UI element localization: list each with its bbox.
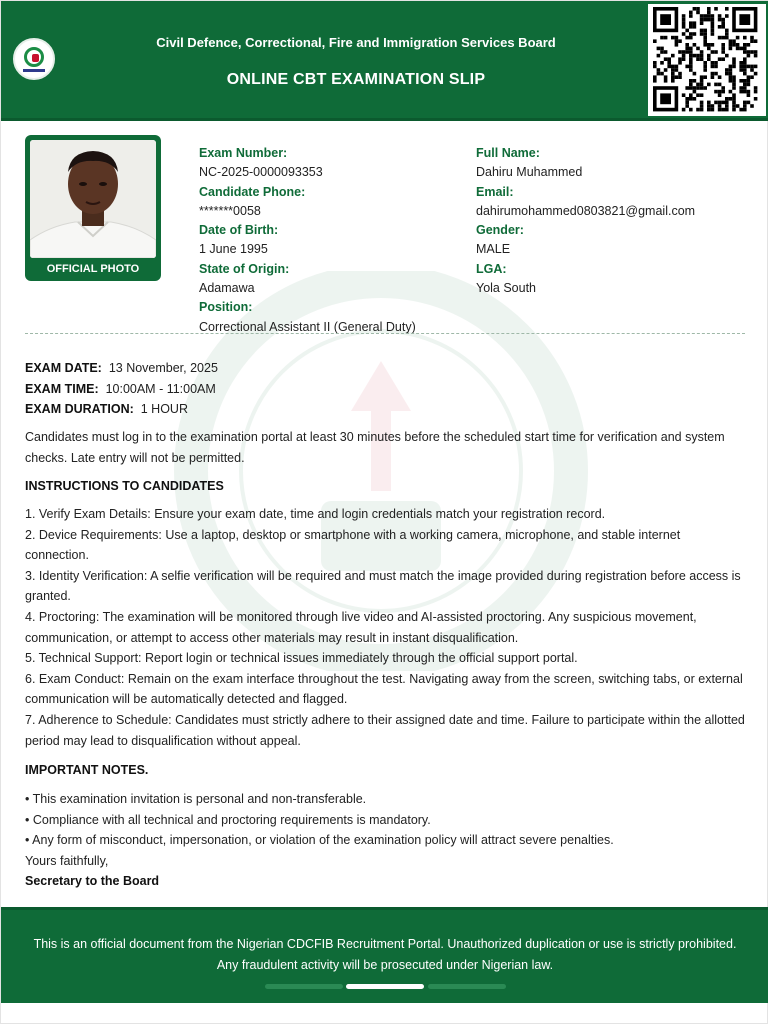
- lga-value: Yola South: [476, 281, 537, 296]
- instructions-heading: INSTRUCTIONS TO CANDIDATES: [25, 479, 224, 493]
- note-item: • This examination invitation is personal and non-transferable.: [25, 792, 367, 806]
- candidate-details-left: [199, 144, 469, 337]
- position-value: Correctional Assistant II (General Duty): [199, 319, 416, 334]
- notes-heading: IMPORTANT NOTES.: [25, 763, 149, 777]
- candidate-details-right: [476, 144, 766, 298]
- slip-title: ONLINE CBT EXAMINATION SLIP: [226, 71, 486, 88]
- full-name-label: Full Name:: [476, 146, 540, 160]
- gender-value: MALE: [476, 242, 511, 257]
- notes-list: [25, 789, 747, 892]
- instruction-item: 5. Technical Support: Report login or technical issues immediately through the official support portal.: [25, 651, 578, 666]
- exam-date-value: 13 November, 2025: [108, 361, 218, 375]
- instruction-item: 7. Adherence to Schedule: Candidates must strictly adhere to their assigned date and time. Failure to participate within the allotted period may lead to disqualification without appeal.: [25, 712, 745, 748]
- note-item: • Compliance with all technical and proctoring requirements is mandatory.: [25, 812, 431, 827]
- cdcfib-crest-icon: [13, 38, 55, 80]
- lga-label: LGA:: [476, 261, 507, 276]
- exam-duration-label: EXAM DURATION:: [25, 402, 134, 416]
- exam-date-label: EXAM DATE:: [25, 361, 102, 375]
- footer-banner: [1, 907, 768, 1003]
- page-indicator-bar: [428, 984, 506, 989]
- phone-value: *******0058: [199, 203, 261, 218]
- dob-label: Date of Birth:: [199, 223, 279, 238]
- email-label: Email:: [476, 184, 514, 199]
- exam-time-value: 10:00AM - 11:00AM: [105, 381, 216, 396]
- note-item: • Any form of misconduct, impersonation, or violation of the examination policy will attract severe penalties.: [25, 833, 614, 848]
- exam-number-label: Exam Number:: [199, 146, 288, 160]
- login-notice: Candidates must log in to the examination portal at least 30 minutes before the scheduled start time for verification and system checks. Late entry will not be permitted.: [25, 430, 725, 465]
- instruction-item: 1. Verify Exam Details: Ensure your exam date, time and login credentials match your registration record.: [25, 507, 606, 521]
- signatory: Secretary to the Board: [25, 874, 160, 889]
- candidate-photo: [30, 140, 156, 258]
- dob-value: 1 June 1995: [199, 242, 268, 257]
- phone-label: Candidate Phone:: [199, 184, 306, 199]
- page-indicator-bar-active: [346, 984, 424, 989]
- exam-duration-value: 1 HOUR: [140, 402, 188, 416]
- instruction-item: 2. Device Requirements: Use a laptop, desktop or smartphone with a working camera, microphone, and stable internet connection.: [25, 527, 681, 563]
- closing-text: Yours faithfully,: [25, 853, 109, 868]
- state-label: State of Origin:: [199, 261, 290, 276]
- instruction-item: 3. Identity Verification: A selfie verification will be required and must match the image provided during registration before access is granted.: [25, 568, 741, 604]
- header-banner: [1, 1, 768, 121]
- full-name-value: Dahiru Muhammed: [476, 165, 583, 180]
- email-value: dahirumohammed0803821@gmail.com: [476, 203, 696, 218]
- state-value: Adamawa: [199, 281, 255, 296]
- position-label: Position:: [199, 300, 253, 315]
- official-photo: [25, 135, 161, 281]
- footer-disclaimer: This is an official document from the Nigerian CDCFIB Recruitment Portal. Unauthorized duplication or use is strictly prohibited. Any fraudulent activity will be prosecuted under Nigerian law.: [33, 937, 737, 972]
- instructions-list: [25, 504, 747, 751]
- section-divider: [25, 333, 745, 334]
- page-indicator-bar: [265, 984, 343, 989]
- gender-label: Gender:: [476, 223, 524, 238]
- exam-number-value: NC-2025-0000093353: [199, 165, 323, 180]
- exam-time-label: EXAM TIME:: [25, 381, 99, 396]
- instruction-item: 4. Proctoring: The examination will be monitored through live video and AI-assisted proctoring. Any suspicious movement, communication, or attempt to access other materials may result in instant disqualification.: [25, 609, 697, 645]
- qr-code-icon: [648, 4, 766, 116]
- instruction-item: 6. Exam Conduct: Remain on the exam interface throughout the test. Navigating away from the screen, switching tabs, or external communication will be automatically detected and flagged.: [25, 671, 743, 707]
- organization-name: Civil Defence, Correctional, Fire and Immigration Services Board: [156, 35, 556, 50]
- official-photo-label: OFFICIAL PHOTO: [46, 263, 140, 275]
- exam-schedule: [25, 358, 218, 420]
